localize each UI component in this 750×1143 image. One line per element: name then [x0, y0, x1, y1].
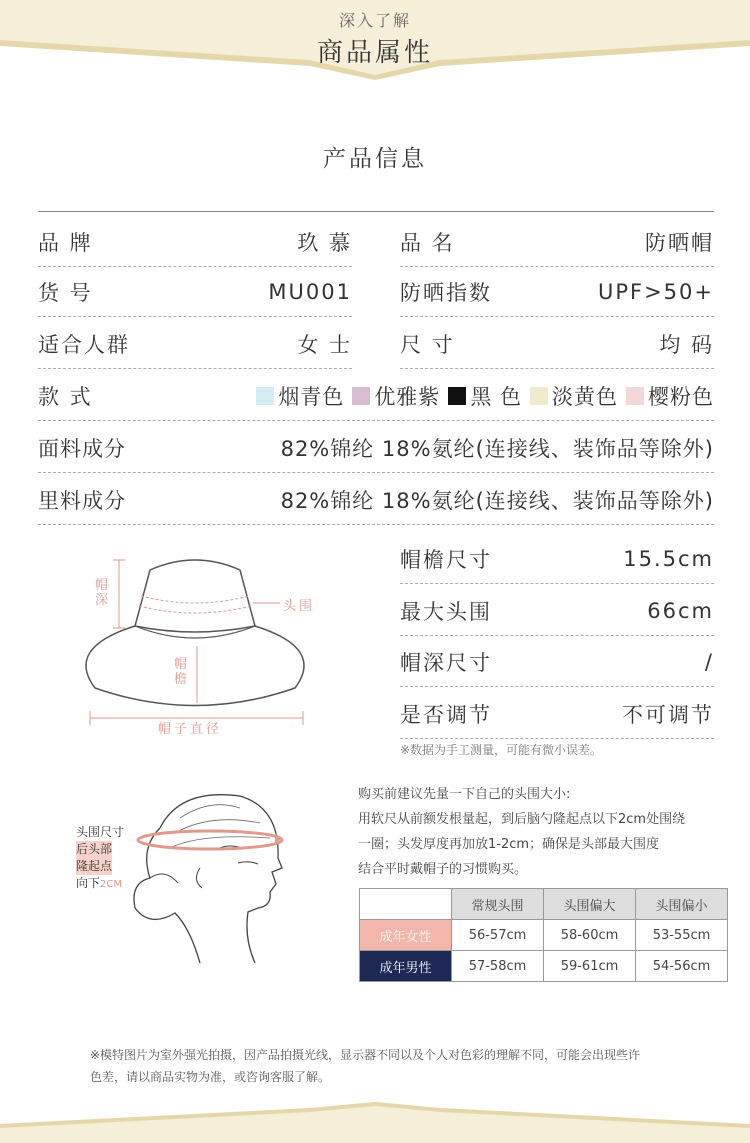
head-label-2: 后头部 — [76, 842, 113, 856]
color-name: 樱粉色 — [648, 385, 714, 409]
info-row-name — [400, 218, 714, 267]
head-label-4 — [76, 875, 124, 893]
row-header-men: 成年男性 — [360, 951, 452, 982]
banner-subtitle: 深入了解 — [338, 11, 411, 30]
section-title: 产品信息 — [323, 146, 427, 172]
table-header: 头围偏小 — [636, 889, 728, 920]
advice-line: 购买前建议先量一下自己的头围大小: — [358, 787, 571, 802]
measure-note: ※数据为手工测量，可能有微小误差。 — [400, 743, 603, 757]
size-value: 不可调节 — [622, 703, 714, 727]
color-option — [352, 381, 440, 411]
row-label: 里料成分 — [38, 489, 126, 513]
size-label: 帽深尺寸 — [400, 651, 492, 675]
color-options — [256, 381, 714, 411]
row-label: 适合人群 — [38, 333, 130, 357]
footer-line: ※模特图片为室外强光拍摄，因产品拍摄光线，显示器不同以及个人对色彩的理解不同，可能会出现些许 — [90, 1048, 641, 1062]
table-cell: 59-61cm — [544, 951, 636, 982]
color-option — [256, 381, 344, 411]
row-value: UPF>50+ — [597, 280, 714, 304]
hat-diagram — [85, 548, 315, 738]
row-value: 82%锦纶 18%氨纶(连接线、装饰品等除外) — [280, 437, 714, 461]
color-name: 淡黄色 — [552, 385, 618, 409]
info-row-sku — [38, 268, 352, 317]
table-cell: 56-57cm — [452, 920, 544, 951]
table-corner — [360, 889, 452, 920]
head-label-4b: 2CM — [100, 879, 122, 890]
head-illustration — [120, 788, 300, 968]
table-cell: 58-60cm — [544, 920, 636, 951]
advice-line: 结合平时戴帽子的习惯购买。 — [358, 862, 528, 877]
table-cell: 54-56cm — [636, 951, 728, 982]
info-row-fabric — [38, 424, 714, 473]
table-cell: 57-58cm — [452, 951, 544, 982]
footer-banner — [0, 1102, 750, 1143]
size-value: / — [704, 650, 714, 674]
diameter-label: 帽子直径 — [158, 722, 223, 737]
banner-title: 商品属性 — [316, 38, 433, 68]
color-swatch — [448, 387, 466, 405]
color-option — [626, 381, 714, 411]
divider — [38, 211, 714, 212]
color-swatch — [352, 387, 370, 405]
info-row-brand — [38, 218, 352, 267]
color-name: 烟青色 — [278, 385, 345, 409]
table-row — [360, 951, 728, 982]
depth-label: 帽深 — [95, 578, 109, 608]
size-table — [359, 888, 728, 982]
color-option — [448, 381, 522, 411]
color-swatch — [626, 387, 644, 405]
advice-line: 用软尺从前额发根量起，到后脑勺隆起点以下2cm处围绕 — [358, 812, 686, 827]
row-value: 防晒帽 — [645, 231, 714, 255]
advice-line: 一圈；头发厚度再加放1-2cm；确保是头部最大围度 — [358, 837, 660, 852]
brim-label: 帽檐 — [174, 657, 188, 687]
row-value: 玖 慕 — [297, 231, 352, 255]
size-row-adjust — [400, 690, 714, 739]
info-row-size — [400, 320, 714, 369]
measure-advice — [358, 782, 718, 882]
size-label: 最大头围 — [400, 600, 492, 624]
size-value: 66cm — [647, 599, 714, 623]
row-label: 品 名 — [400, 231, 455, 255]
info-row-upf — [400, 268, 714, 317]
row-value: 女 士 — [297, 333, 352, 357]
size-row-depth — [400, 638, 714, 687]
table-header: 常规头围 — [452, 889, 544, 920]
table-header: 头围偏大 — [544, 889, 636, 920]
info-row-audience — [38, 320, 352, 369]
row-label: 尺 寸 — [400, 333, 455, 357]
row-label: 货 号 — [38, 281, 93, 305]
info-row-style — [38, 372, 714, 421]
color-option — [530, 381, 618, 411]
footer-line: 色差，请以商品实物为准，或咨询客服了解。 — [90, 1070, 331, 1084]
footer-note — [90, 1044, 660, 1088]
row-header-women: 成年女性 — [360, 920, 452, 951]
table-row — [360, 920, 728, 951]
color-name: 黑 色 — [470, 385, 522, 409]
color-name: 优雅紫 — [374, 385, 441, 409]
size-label: 帽檐尺寸 — [400, 548, 492, 572]
color-swatch — [530, 387, 548, 405]
size-row-head — [400, 587, 714, 636]
table-header-row — [360, 889, 728, 920]
head-label-1: 头围尺寸 — [76, 825, 125, 839]
row-label: 面料成分 — [38, 437, 126, 461]
size-row-brim — [400, 535, 714, 584]
table-cell: 53-55cm — [636, 920, 728, 951]
head-label: 头围 — [283, 599, 316, 614]
row-label: 品 牌 — [38, 231, 93, 255]
head-label-4a: 向下 — [76, 876, 101, 890]
info-row-lining — [38, 476, 714, 525]
size-label: 是否调节 — [400, 703, 492, 727]
color-swatch — [256, 387, 274, 405]
size-value: 15.5cm — [623, 547, 714, 571]
row-value: MU001 — [268, 280, 352, 304]
row-label: 防晒指数 — [400, 281, 492, 305]
row-label: 款 式 — [38, 385, 93, 409]
row-value: 均 码 — [659, 333, 714, 357]
row-value: 82%锦纶 18%氨纶(连接线、装饰品等除外) — [280, 489, 714, 513]
head-diagram-labels — [76, 824, 124, 893]
head-label-3: 隆起点 — [76, 859, 113, 873]
